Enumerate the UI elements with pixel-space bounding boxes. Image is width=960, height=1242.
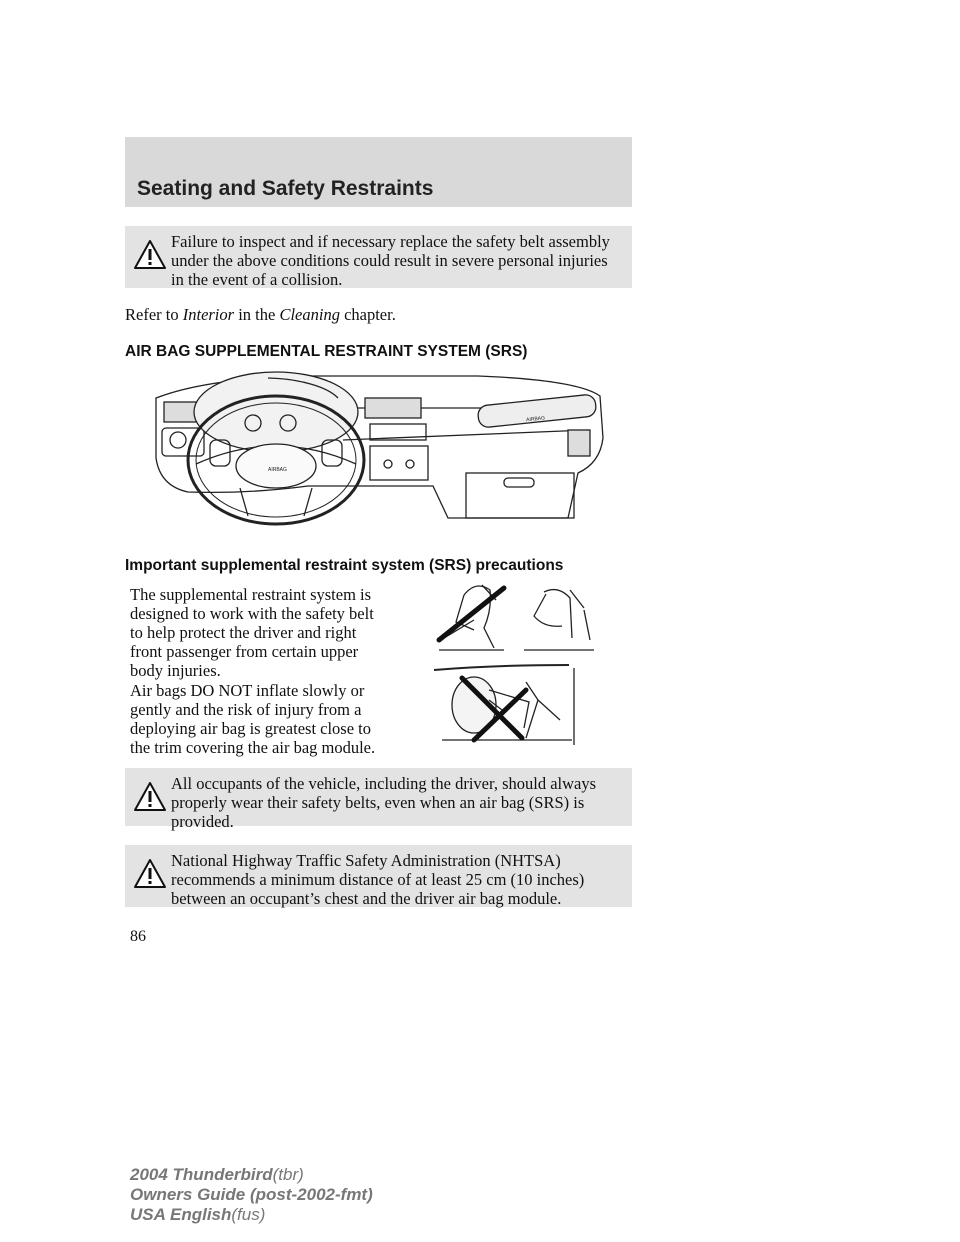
footer-line-1: 2004 Thunderbird(tbr) — [130, 1165, 304, 1184]
chapter-header — [125, 137, 632, 207]
wheel-airbag-label: AIRBAG — [268, 467, 287, 473]
occupant-illustration — [434, 580, 604, 750]
page-number: 86 — [130, 928, 146, 945]
warning-box-2 — [125, 768, 632, 831]
dash-airbag-label: AIRBAG — [525, 415, 546, 424]
paragraph-airbag-risk: Air bags DO NOT inflate slowly or gently and the risk of injury from a deploying air bag is greatest close to the trim covering the air bag module. — [130, 681, 376, 757]
section-heading: AIR BAG SUPPLEMENTAL RESTRAINT SYSTEM (SRS) — [125, 343, 528, 360]
chapter-title: Seating and Safety Restraints — [137, 177, 434, 200]
warning-triangle-icon — [129, 780, 171, 814]
document-footer — [130, 1165, 373, 1225]
paragraph-srs-design: The supplemental restraint system is designed to work with the safety belt to help protect the driver and right front passenger from certain upper body injuries. — [130, 585, 374, 680]
refer-text: Refer to Interior in the Cleaning chapter. — [125, 305, 396, 324]
warning-text: All occupants of the vehicle, including the driver, should always properly wear their safety belts, even when an air bag (SRS) is provided. — [171, 774, 597, 831]
interior-ref: Interior — [182, 305, 235, 324]
warning-text: Failure to inspect and if necessary replace the safety belt assembly under the above conditions could result in severe personal injuries in the event of a collision. — [171, 232, 610, 289]
warning-text: National Highway Traffic Safety Administration (NHTSA) recommends a minimum distance of at least 25 cm (10 inches) between an occupant’s chest and the driver air bag module. — [171, 851, 585, 908]
footer-line-3: USA English(fus) — [130, 1205, 266, 1224]
dashboard-illustration — [148, 368, 610, 526]
warning-triangle-icon — [129, 238, 171, 272]
warning-triangle-icon — [129, 857, 171, 891]
cleaning-ref: Cleaning — [279, 305, 340, 324]
footer-line-2: Owners Guide (post-2002-fmt) — [130, 1185, 373, 1204]
warning-box-3 — [125, 845, 632, 907]
warning-box-1 — [125, 226, 632, 288]
sub-heading: Important supplemental restraint system (SRS) precautions — [125, 557, 564, 574]
